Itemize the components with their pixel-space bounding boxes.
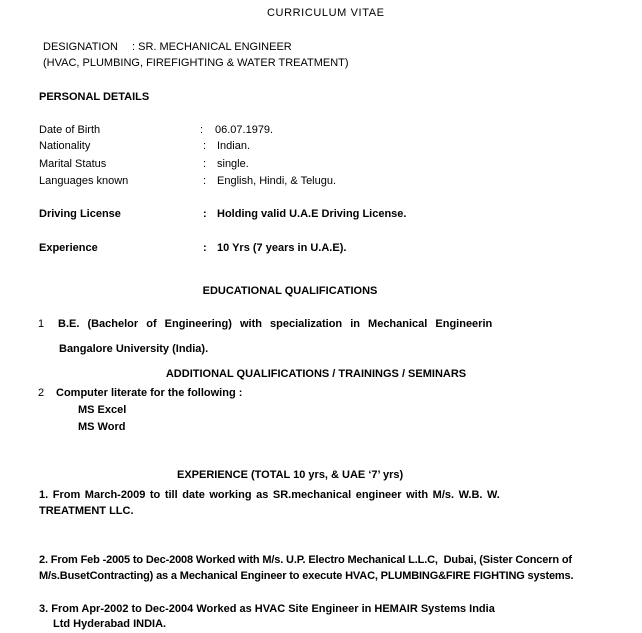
experience-entry-1-line1: 1. From March-2009 to till date working as SR.mechanical engineer with M/s. W.B. W. [39,489,500,501]
skill-ms-excel: MS Excel [78,404,127,416]
personal-details-heading: PERSONAL DETAILS [39,91,150,103]
nationality-label: Nationality [39,140,91,152]
education-degree: B.E. (Bachelor of Engineering) with specialization in Mechanical Engineerin [58,318,493,330]
driving-license-label: Driving License [39,208,121,220]
additional-heading: ADDITIONAL QUALIFICATIONS / TRAININGS / SEMINARS [165,368,467,380]
experience-entry-3-line2: Ltd Hyderabad INDIA. [53,618,167,630]
education-university: Bangalore University (India). [59,343,209,355]
marital-status-colon: : [203,158,207,170]
nationality-colon: : [203,140,207,152]
languages-colon: : [203,175,207,187]
experience-heading: EXPERIENCE (TOTAL 10 yrs, & UAE ‘7’ yrs) [177,469,404,481]
experience-label: Experience [39,242,98,254]
experience-value: 10 Yrs (7 years in U.A.E). [217,242,347,254]
designation-specialization: (HVAC, PLUMBING, FIREFIGHTING & WATER TREATMENT) [43,57,349,69]
nationality-value: Indian. [217,140,251,152]
education-number: 1 [38,318,45,330]
education-heading: EDUCATIONAL QUALIFICATIONS [202,285,378,297]
experience-entry-1-line2: TREATMENT LLC. [39,505,134,517]
dob-colon: : [200,124,204,136]
dob-value: 06.07.1979. [215,124,274,136]
languages-value: English, Hindi, & Telugu. [217,175,337,187]
marital-status-label: Marital Status [39,158,107,170]
dob-label: Date of Birth [39,124,101,136]
designation-value: : SR. MECHANICAL ENGINEER [132,41,292,53]
driving-license-colon: : [203,208,207,220]
additional-intro: Computer literate for the following : [56,387,243,399]
marital-status-value: single. [217,158,249,170]
driving-license-value: Holding valid U.A.E Driving License. [217,208,407,220]
experience-entry-3-line1: 3. From Apr-2002 to Dec-2004 Worked as HVAC Site Engineer in HEMAIR Systems India [39,603,495,615]
designation-label: DESIGNATION [43,41,118,53]
document-title: CURRICULUM VITAE [267,7,385,19]
experience-entry-2-line2: M/s.BusetContracting) as a Mechanical Engineer to execute HVAC, PLUMBING&FIRE FIGHTING systems. [39,570,574,582]
skill-ms-word: MS Word [78,421,126,433]
additional-number: 2 [38,387,45,399]
experience-colon: : [203,242,207,254]
experience-entry-2-line1: 2. From Feb -2005 to Dec-2008 Worked with M/s. U.P. Electro Mechanical L.L.C, Dubai, (Sister Concern of [39,554,572,566]
languages-label: Languages known [39,175,129,187]
